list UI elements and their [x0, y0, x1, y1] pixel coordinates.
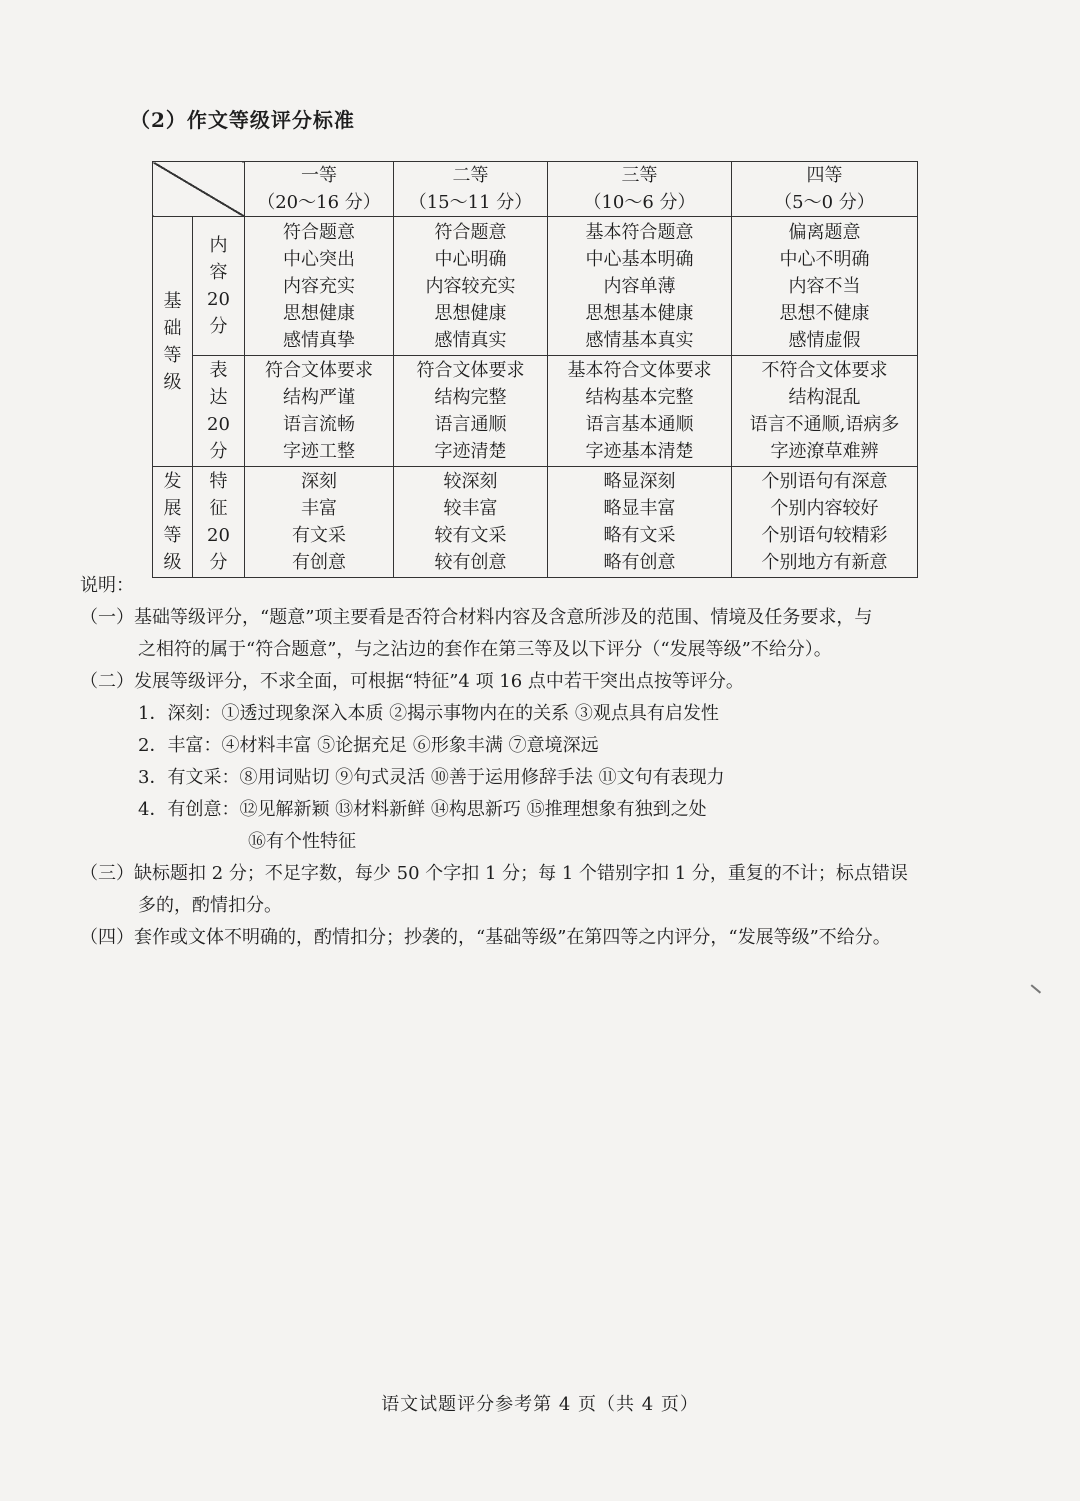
table-row-expression [153, 356, 918, 467]
header-grade-3: 三等 （10～6 分） [548, 162, 732, 217]
group-development-label: 发 展 等 级 [153, 467, 193, 578]
grading-table [152, 161, 918, 578]
notes-section [80, 570, 1000, 954]
note-3-line-2: 多的，酌情扣分。 [138, 895, 282, 916]
table-row-feature [153, 467, 918, 578]
header-grade-2: 二等 （15～11 分） [394, 162, 548, 217]
table-header-row [153, 162, 918, 217]
sub-content-label: 内 容 20 分 [193, 217, 245, 356]
content-cell-grade-2: 符合题意 中心明确 内容较充实 思想健康 感情真实 [394, 217, 548, 356]
expression-cell-grade-3: 基本符合文体要求 结构基本完整 语言基本通顺 字迹基本清楚 [548, 356, 732, 467]
note-3-line-1: （三）缺标题扣 2 分；不足字数，每少 50 个字扣 1 分；每 1 个错别字扣 1 分，重复的不计；标点错误 [80, 863, 908, 884]
corner-cell [153, 162, 245, 217]
note-2-item-3: 3．有文采：⑧用词贴切 ⑨句式灵活 ⑩善于运用修辞手法 ⑪文句有表现力 [138, 767, 725, 788]
expression-cell-grade-4: 不符合文体要求 结构混乱 语言不通顺,语病多 字迹潦草难辨 [732, 356, 918, 467]
content-cell-grade-3: 基本符合题意 中心基本明确 内容单薄 思想基本健康 感情基本真实 [548, 217, 732, 356]
feature-cell-grade-2: 较深刻 较丰富 较有文采 较有创意 [394, 467, 548, 578]
group-basic-label: 基 础 等 级 [153, 217, 193, 467]
note-2-item-4: 4．有创意：⑫见解新颖 ⑬材料新鲜 ⑭构思新巧 ⑮推理想象有独到之处 [138, 799, 707, 820]
expression-cell-grade-2: 符合文体要求 结构完整 语言通顺 字迹清楚 [394, 356, 548, 467]
table-row-content [153, 217, 918, 356]
note-1-line-1: （一）基础等级评分，“题意”项主要看是否符合材料内容及含意所涉及的范围、情境及任务要求，与 [80, 607, 873, 628]
content-cell-grade-4: 偏离题意 中心不明确 内容不当 思想不健康 感情虚假 [732, 217, 918, 356]
notes-heading: 说明： [80, 575, 134, 596]
header-grade-1: 一等 （20～16 分） [245, 162, 394, 217]
page-footer: 语文试题评分参考第 4 页（共 4 页） [381, 1394, 699, 1415]
note-2: （二）发展等级评分，不求全面，可根据“特征”4 项 16 点中若干突出点按等评分。 [80, 671, 744, 692]
stray-mark [1031, 984, 1041, 993]
feature-cell-grade-4: 个别语句有深意 个别内容较好 个别语句较精彩 个别地方有新意 [732, 467, 918, 578]
note-4: （四）套作或文体不明确的，酌情扣分；抄袭的，“基础等级”在第四等之内评分，“发展等级”不给分。 [80, 927, 891, 948]
feature-cell-grade-1: 深刻 丰富 有文采 有创意 [245, 467, 394, 578]
note-1-line-2: 之相符的属于“符合题意”，与之沾边的套作在第三等及以下评分（“发展等级”不给分）。 [138, 639, 832, 660]
header-grade-4: 四等 （5～0 分） [732, 162, 918, 217]
note-2-item-4-cont: ⑯有个性特征 [248, 831, 356, 852]
content-cell-grade-1: 符合题意 中心突出 内容充实 思想健康 感情真挚 [245, 217, 394, 356]
note-2-item-1: 1．深刻：①透过现象深入本质 ②揭示事物内在的关系 ③观点具有启发性 [138, 703, 719, 724]
sub-expression-label: 表 达 20 分 [193, 356, 245, 467]
feature-cell-grade-3: 略显深刻 略显丰富 略有文采 略有创意 [548, 467, 732, 578]
section-title: （2）作文等级评分标准 [130, 108, 355, 132]
note-2-item-2: 2．丰富：④材料丰富 ⑤论据充足 ⑥形象丰满 ⑦意境深远 [138, 735, 599, 756]
sub-feature-label: 特 征 20 分 [193, 467, 245, 578]
expression-cell-grade-1: 符合文体要求 结构严谨 语言流畅 字迹工整 [245, 356, 394, 467]
